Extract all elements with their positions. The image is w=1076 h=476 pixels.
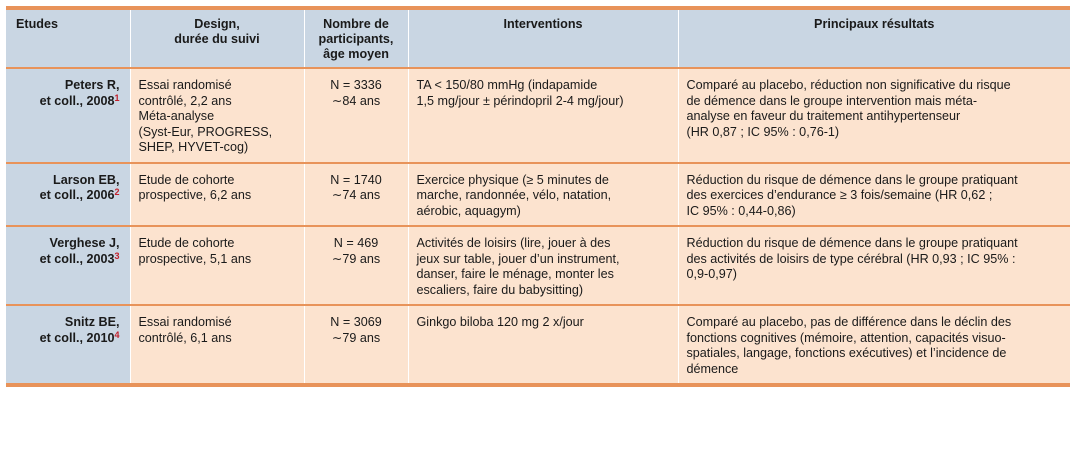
header-design — [130, 10, 304, 68]
participants-line: N = 469 — [333, 236, 379, 250]
results-line: 0,9-0,97) — [686, 267, 737, 281]
interventions-line: danser, faire le ménage, monter les — [416, 267, 614, 281]
design-line: prospective, 6,2 ans — [138, 188, 252, 202]
results-cell — [678, 305, 1070, 383]
study-cell — [6, 163, 130, 227]
design-cell — [130, 226, 304, 305]
design-line: contrôlé, 2,2 ans — [138, 93, 232, 108]
design-cell — [130, 68, 304, 163]
design-cell — [130, 163, 304, 227]
results-cell — [678, 163, 1070, 227]
design-line: Essai randomisé — [138, 78, 232, 92]
design-line: SHEP, HYVET-cog) — [138, 140, 249, 154]
participants-line: N = 3069 — [330, 315, 382, 329]
results-line: analyse en faveur du traitement antihypertenseur — [686, 109, 961, 123]
header-etudes: Etudes — [6, 10, 130, 68]
results-line: des activités de loisirs de type cérébral (HR 0,93 ; IC 95% : — [686, 251, 1016, 266]
study-year: et coll., 2008 — [39, 93, 115, 108]
study-year-line — [12, 331, 120, 347]
interventions-line: marche, randonnée, vélo, natation, — [416, 188, 612, 202]
interventions-line: Exercice physique (≥ 5 minutes de — [416, 172, 609, 187]
table-row — [6, 226, 1070, 305]
interventions-cell — [408, 163, 678, 227]
study-author: Snitz BE, — [64, 315, 120, 329]
study-year-line — [12, 94, 120, 110]
study-cell — [6, 226, 130, 305]
header-interventions: Interventions — [408, 10, 678, 68]
reference-number: 3 — [114, 250, 120, 261]
table-row — [6, 68, 1070, 163]
study-year: et coll., 2010 — [39, 330, 115, 345]
interventions-line: Activités de loisirs (lire, jouer à des — [416, 236, 611, 250]
header-design-line: Design, — [194, 17, 240, 31]
study-author: Verghese J, — [49, 236, 120, 250]
header-participants-line: participants, — [318, 32, 394, 46]
study-year: et coll., 2006 — [39, 188, 115, 202]
design-line: prospective, 5,1 ans — [138, 251, 252, 266]
reference-number: 1 — [114, 92, 120, 103]
table-row — [6, 305, 1070, 383]
design-line: Méta-analyse — [138, 109, 215, 123]
results-cell — [678, 68, 1070, 163]
header-resultats: Principaux résultats — [678, 10, 1070, 68]
table-row — [6, 163, 1070, 227]
participants-cell — [304, 226, 408, 305]
results-line: démence — [686, 361, 739, 376]
participants-cell — [304, 163, 408, 227]
interventions-line: escaliers, faire du babysitting) — [416, 282, 584, 297]
results-line: des exercices d’endurance ≥ 3 fois/semaine (HR 0,62 ; — [686, 188, 993, 202]
study-author: Larson EB, — [53, 172, 120, 187]
studies-table-container — [6, 6, 1070, 387]
results-line: IC 95% : 0,44-0,86) — [686, 203, 796, 218]
results-line: Réduction du risque de démence dans le groupe pratiquant — [686, 236, 1018, 250]
interventions-cell — [408, 305, 678, 383]
table-bottom-rule — [6, 383, 1070, 387]
header-participants-line: Nombre de — [323, 17, 389, 31]
participants-line: ∼84 ans — [331, 93, 381, 108]
interventions-cell — [408, 226, 678, 305]
results-line: spatiales, langage, fonctions exécutives) et l’incidence de — [686, 346, 1007, 360]
design-line: Etude de cohorte — [138, 236, 235, 250]
design-cell — [130, 305, 304, 383]
participants-line: ∼79 ans — [331, 251, 381, 266]
design-line: Etude de cohorte — [138, 172, 235, 187]
study-year-line — [12, 252, 120, 268]
interventions-line: jeux sur table, jouer d’un instrument, — [416, 251, 620, 266]
participants-line: ∼79 ans — [331, 330, 381, 345]
reference-number: 2 — [114, 187, 120, 197]
results-cell — [678, 226, 1070, 305]
studies-table — [6, 10, 1070, 383]
design-line: contrôlé, 6,1 ans — [138, 330, 232, 345]
interventions-line: 1,5 mg/jour ± périndopril 2-4 mg/jour) — [416, 93, 624, 108]
participants-line: N = 1740 — [330, 172, 382, 187]
interventions-line: aérobic, aquagym) — [416, 203, 521, 218]
interventions-line: Ginkgo biloba 120 mg 2 x/jour — [416, 315, 584, 329]
participants-line: ∼74 ans — [331, 188, 381, 202]
design-line: (Syst-Eur, PROGRESS, — [138, 124, 273, 139]
participants-cell — [304, 68, 408, 163]
results-line: de démence dans le groupe intervention mais méta- — [686, 93, 978, 108]
study-year-line — [12, 188, 120, 204]
results-line: fonctions cognitives (mémoire, attention, capacités visuo- — [686, 330, 1006, 345]
interventions-line: TA < 150/80 mmHg (indapamide — [416, 78, 598, 92]
header-participants-line: âge moyen — [323, 47, 389, 61]
header-participants — [304, 10, 408, 68]
study-cell — [6, 305, 130, 383]
study-cell — [6, 68, 130, 163]
reference-number: 4 — [114, 329, 120, 340]
study-year: et coll., 2003 — [39, 251, 115, 266]
results-line: Comparé au placebo, réduction non significative du risque — [686, 78, 1011, 92]
participants-line: N = 3336 — [330, 78, 382, 92]
design-line: Essai randomisé — [138, 315, 232, 329]
results-line: Comparé au placebo, pas de différence dans le déclin des — [686, 315, 1012, 329]
results-line: (HR 0,87 ; IC 95% : 0,76-1) — [686, 124, 840, 139]
results-line: Réduction du risque de démence dans le groupe pratiquant — [686, 172, 1018, 187]
header-row — [6, 10, 1070, 68]
interventions-cell — [408, 68, 678, 163]
participants-cell — [304, 305, 408, 383]
header-design-line: durée du suivi — [174, 32, 260, 46]
study-author: Peters R, — [64, 78, 120, 92]
